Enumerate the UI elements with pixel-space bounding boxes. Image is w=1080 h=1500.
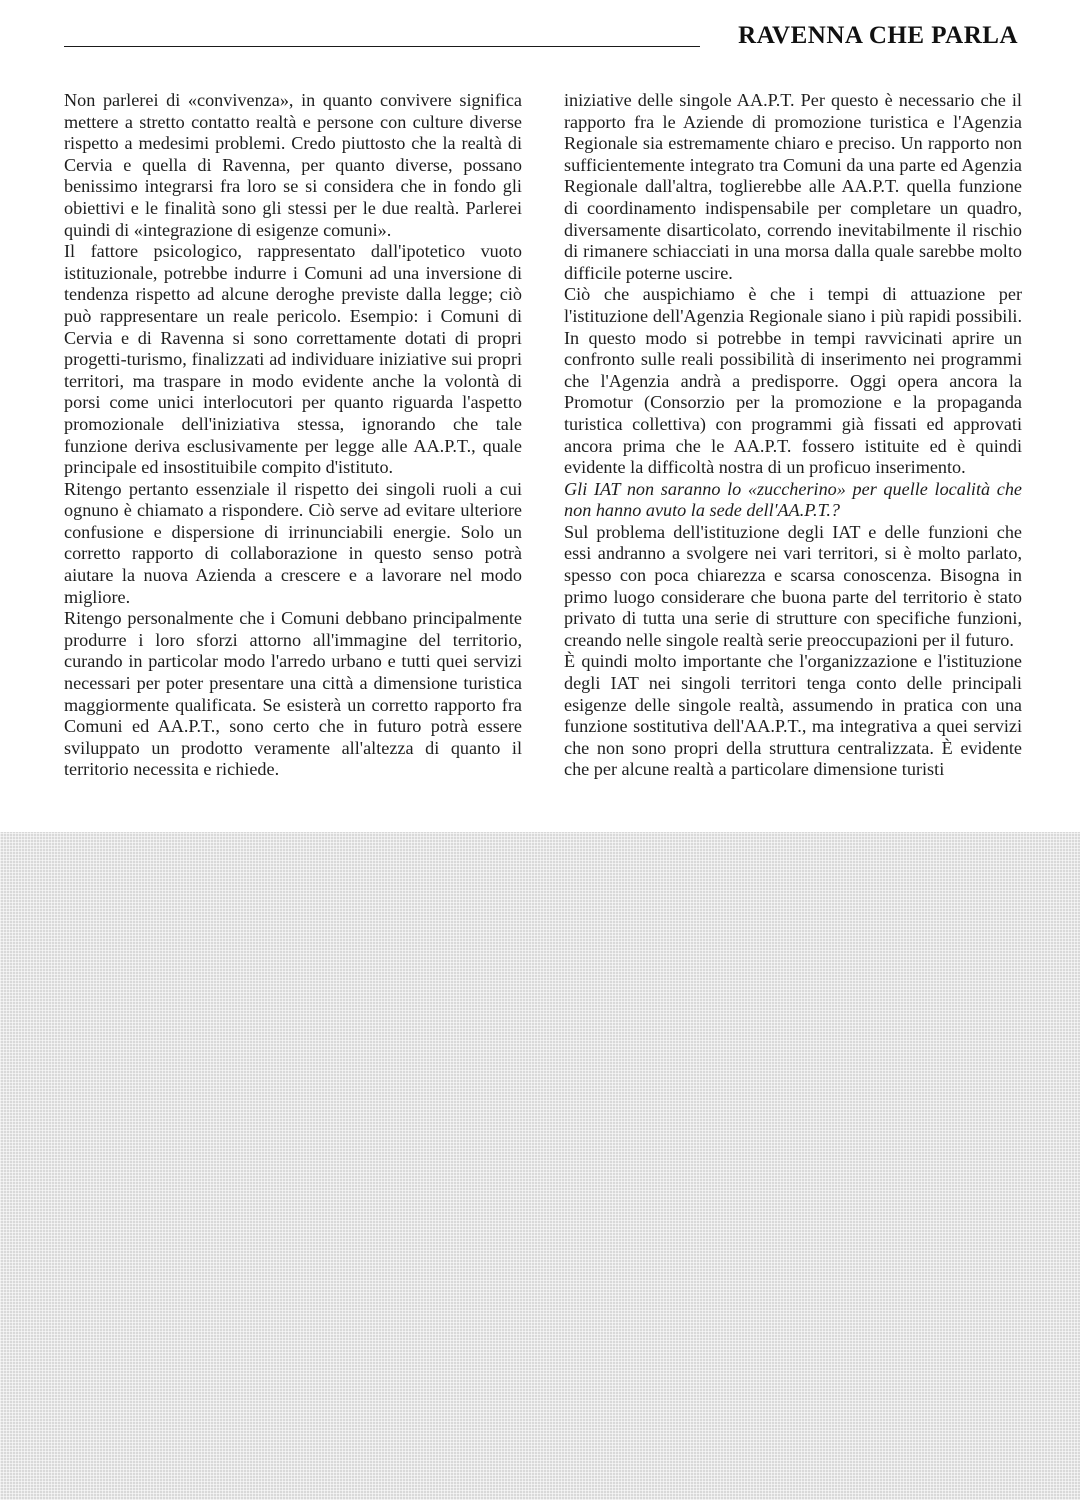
page-header-title: RAVENNA CHE PARLA [738,22,1018,49]
paragraph: Ritengo personalmente che i Comuni debbano principalmente produrre i loro sforzi attorno all'immagine del territorio, curando in particolar modo l'arredo urbano e tutti quei servizi necessari per poter presentare una città a dimensione turistica maggiormente qualificata. Se esisterà un corretto rapporto fra Comuni ed AA.P.T., sono certo che in futuro potrà essere sviluppato un prodotto veramente all'altezza di quanto il territorio necessita e richiede. [64,608,522,780]
paragraph: Non parlerei di «convivenza», in quanto convivere significa mettere a stretto contatto realtà e persone con culture diverse rispetto a medesimi problemi. Credo piuttosto che la realtà di Cervia e quella di Ravenna, per quanto diverse, possano benissimo integrarsi fra loro se si considera che in fondo gli obiettivi e le finalità sono gli stessi per le due realtà. Parlerei quindi di «integrazione di esigenze comuni». [64,90,522,240]
paragraph: Ritengo pertanto essenziale il rispetto dei singoli ruoli a cui ognuno è chiamato a rispondere. Ciò serve ad evitare ulteriore confusione e dispersione di irrinunciabili energie. Solo un corretto rapporto di collaborazione in questo senso potrà aiutare la nuova Azienda a crescere e a lavorare nel modo migliore. [64,478,522,607]
paragraph: iniziative delle singole AA.P.T. Per questo è necessario che il rapporto fra le Aziende di promozione turistica e l'Agenzia Regionale sia estremamente chiaro e preciso. Un rapporto non sufficientemente integrato tra Comuni da una parte ed Agenzia Regionale dall'altra, toglierebbe alle AA.P.T. quella funzione di coordinamento indispensabile per completare un quadro, diversamente disarticolato, correndo inevitabilmente il rischio di rimanere schiacciati in una morsa dalla quale sarebbe molto difficile poterne uscire. [564,90,1022,283]
paragraph: Il fattore psicologico, rappresentato dall'ipotetico vuoto istituzionale, potrebbe indurre i Comuni ad una inversione di tendenza rispetto ad alcune deroghe previste dalla legge; ciò può rappresentare un reale pericolo. Esempio: i Comuni di Cervia e di Ravenna si sono correttamente dotati di propri progetti-turismo, finalizzati ad individuare iniziative sui propri territori, ma traspare in modo evidente anche la volontà di porsi come unici interlocutori per quanto riguarda l'aspetto promozionale dell'iniziativa stessa, ignorando che tale funzione deriva esclusivamente per legge alle AA.P.T., quale principale ed insostituibile compito d'istituto. [64,241,522,478]
left-column [64,90,522,832]
paragraph: È quindi molto importante che l'organizzazione e l'istituzione degli IAT nei singoli territori tenga conto delle principali esigenze delle singole realtà, assumendo in pratica con una funzione sostitutiva dell'AA.P.T., ma integrativa a quei servizi che non sono propri della struttura centralizzata. È evidente che per alcune realtà a particolare dimensione turisti [564,651,1022,780]
masked-region [0,832,1080,1500]
interview-question: Gli IAT non saranno lo «zuccherino» per quelle località che non hanno avuto la sede dell'AA.P.T.? [564,478,1022,521]
right-column [564,90,1022,832]
header-rule [64,46,700,47]
paragraph: Ciò che auspichiamo è che i tempi di attuazione per l'istituzione dell'Agenzia Regionale siano i più rapidi possibili. In questo modo si potrebbe in tempi ravvicinati aprire un confronto sulle reali possibilità di inserimento nei programmi che l'Agenzia andrà a predisporre. Oggi opera ancora la Promotur (Consorzio per la promozione e la propaganda turistica collettiva) con programmi già fissati ed approvati ancora prima che le AA.P.T. fossero istituite ed è quindi evidente la difficoltà nostra di un proficuo inserimento. [564,284,1022,478]
paragraph: Sul problema dell'istituzione degli IAT e delle funzioni che essi andranno a svolgere nei vari territori, si è molto parlato, spesso con poca chiarezza e scarsa conoscenza. Bisogna in primo luogo considerare che buona parte del territorio è stato privato di tutta una serie di strutture con specifiche funzioni, creando nelle singole realtà serie preoccupazioni per il futuro. [564,521,1022,650]
